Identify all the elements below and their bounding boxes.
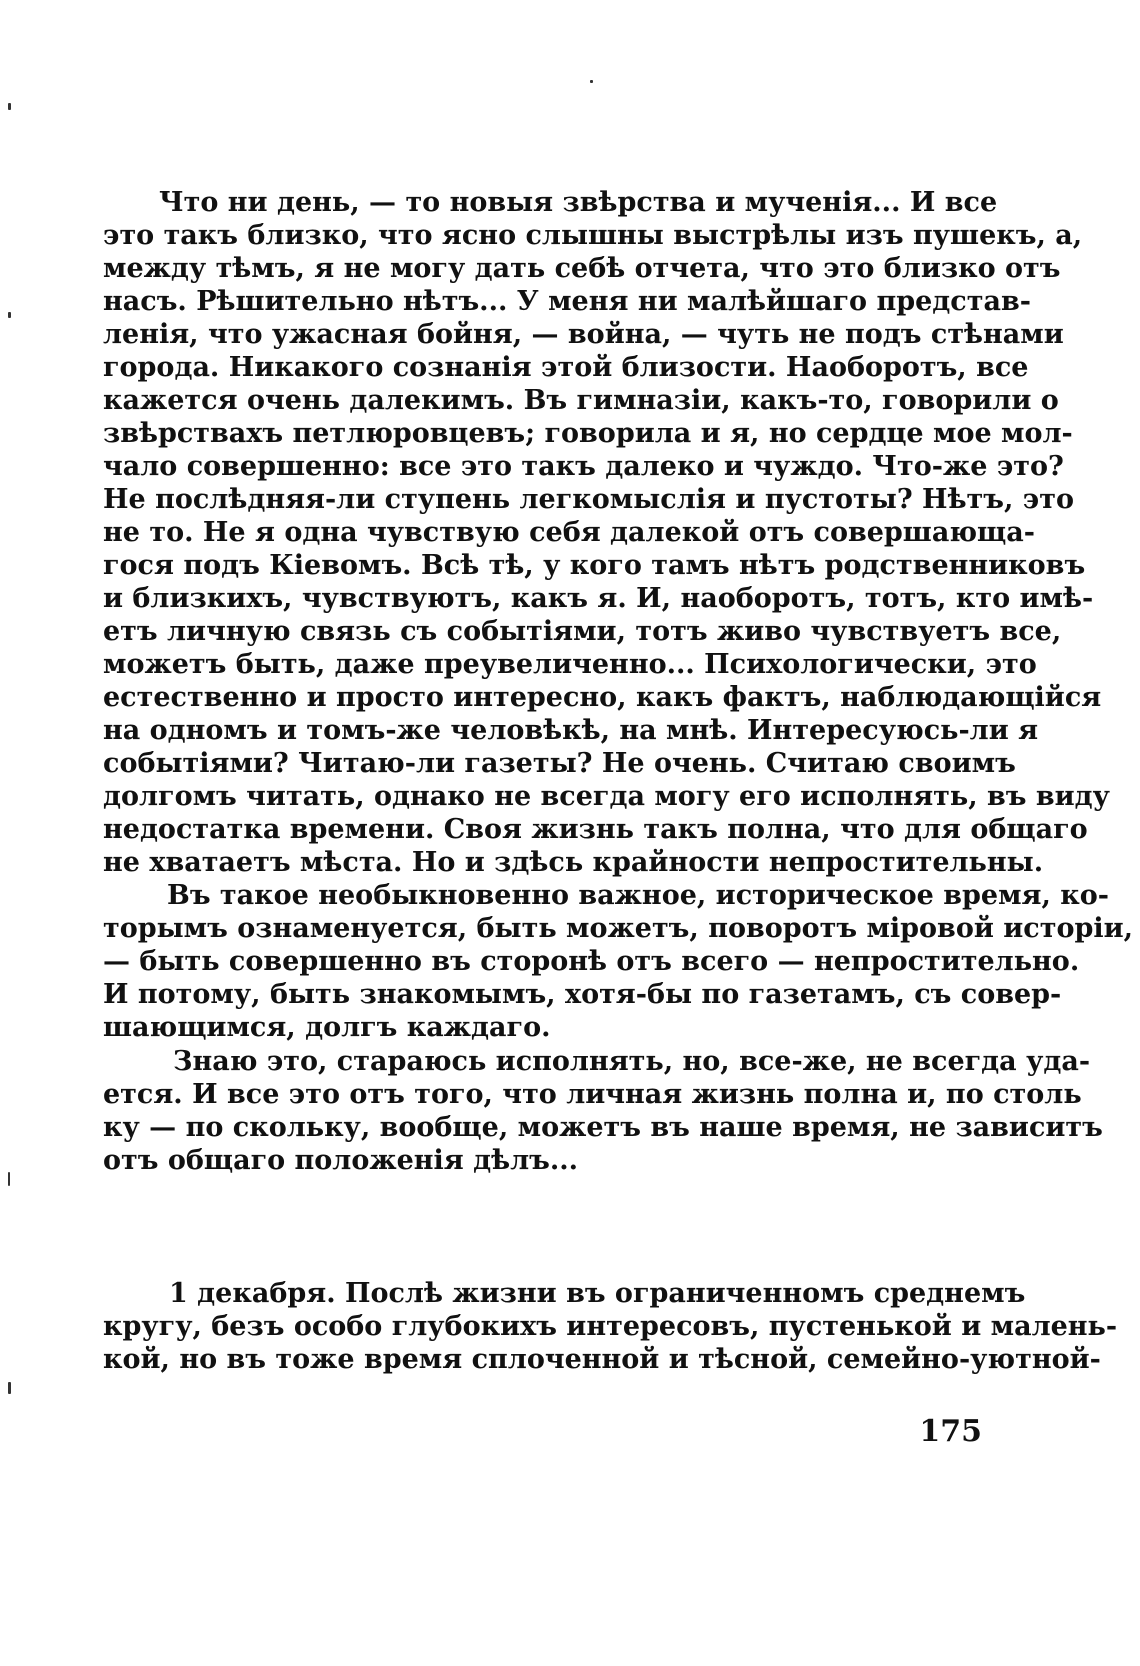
text-line: ку — по скольку, вообще, можетъ въ наше время, не зависитъ xyxy=(103,1112,1103,1143)
text-line: насъ. Рѣшительно нѣтъ... У меня ни малѣйшаго представ- xyxy=(103,286,1031,317)
margin-speck xyxy=(8,1382,11,1394)
text-line: города. Никакого сознанія этой близости. Наоборотъ, все xyxy=(103,352,1029,383)
text-line: недостатка времени. Своя жизнь такъ полна, что для общаго xyxy=(103,814,1088,845)
text-line: можетъ быть, даже преувеличенно... Психологически, это xyxy=(103,649,1037,680)
text-line: чало совершенно: все это такъ далеко и чуждо. Что-же это? xyxy=(103,451,1064,482)
diary-entry-heading-line: 1 декабря. Послѣ жизни въ ограниченномъ среднемъ xyxy=(169,1278,1026,1309)
text-line: естественно и просто интересно, какъ фактъ, наблюдающійся xyxy=(103,682,1102,713)
text-line: долгомъ читать, однако не всегда могу его исполнять, въ виду xyxy=(103,781,1110,812)
text-line: торымъ ознаменуется, быть можетъ, поворотъ міровой исторіи, xyxy=(103,913,1134,944)
text-line: отъ общаго положенія дѣлъ... xyxy=(103,1145,579,1176)
text-line: кругу, безъ особо глубокихъ интересовъ, пустенькой и малень- xyxy=(103,1311,1118,1342)
text-line: ленія, что ужасная бойня, — война, — чуть не подъ стѣнами xyxy=(103,319,1064,350)
text-line: кажется очень далекимъ. Въ гимназіи, какъ-то, говорили о xyxy=(103,385,1059,416)
text-line: Что ни день, — то новыя звѣрства и мученія... И все xyxy=(159,187,998,218)
text-line: — быть совершенно въ сторонѣ отъ всего — непростительно. xyxy=(103,946,1080,977)
text-line: шающимся, долгъ каждаго. xyxy=(103,1012,551,1043)
text-line: на одномъ и томъ-же человѣкѣ, на мнѣ. Интересуюсь-ли я xyxy=(103,715,1039,746)
margin-speck xyxy=(8,1172,10,1186)
page-number: 175 xyxy=(919,1414,982,1449)
text-line: событіями? Читаю-ли газеты? Не очень. Считаю своимъ xyxy=(103,748,1016,779)
margin-speck xyxy=(8,312,11,318)
text-line: И потому, быть знакомымъ, хотя-бы по газетамъ, съ совер- xyxy=(103,979,1062,1010)
text-line: кой, но въ тоже время сплоченной и тѣсной, семейно-уютной- xyxy=(103,1344,1101,1375)
text-line: не то. Не я одна чувствую себя далекой отъ совершающа- xyxy=(103,517,1035,548)
text-line: етъ личную связь съ событіями, тотъ живо чувствуетъ все, xyxy=(103,616,1062,647)
margin-speck xyxy=(8,103,11,110)
text-line: звѣрствахъ петлюровцевъ; говорила и я, но сердце мое мол- xyxy=(103,418,1073,449)
text-line: Знаю это, стараюсь исполнять, но, все-же, не всегда уда- xyxy=(173,1046,1091,1077)
text-line: это такъ близко, что ясно слышны выстрѣлы изъ пушекъ, а, xyxy=(103,220,1083,251)
text-line: и близкихъ, чувствуютъ, какъ я. И, наоборотъ, тотъ, кто имѣ- xyxy=(103,583,1094,614)
text-line: гося подъ Кіевомъ. Всѣ тѣ, у кого тамъ нѣтъ родственниковъ xyxy=(103,550,1086,581)
text-line: между тѣмъ, я не могу дать себѣ отчета, что это близко отъ xyxy=(103,253,1061,284)
text-line: не хватаетъ мѣста. Но и здѣсь крайности непростительны. xyxy=(103,847,1044,878)
text-line: Не послѣдняя-ли ступень легкомыслія и пустоты? Нѣтъ, это xyxy=(103,484,1074,515)
margin-speck xyxy=(590,80,593,83)
text-line: ется. И все это отъ того, что личная жизнь полна и, по столь xyxy=(103,1079,1082,1110)
text-line: Въ такое необыкновенно важное, историческое время, ко- xyxy=(167,880,1109,911)
